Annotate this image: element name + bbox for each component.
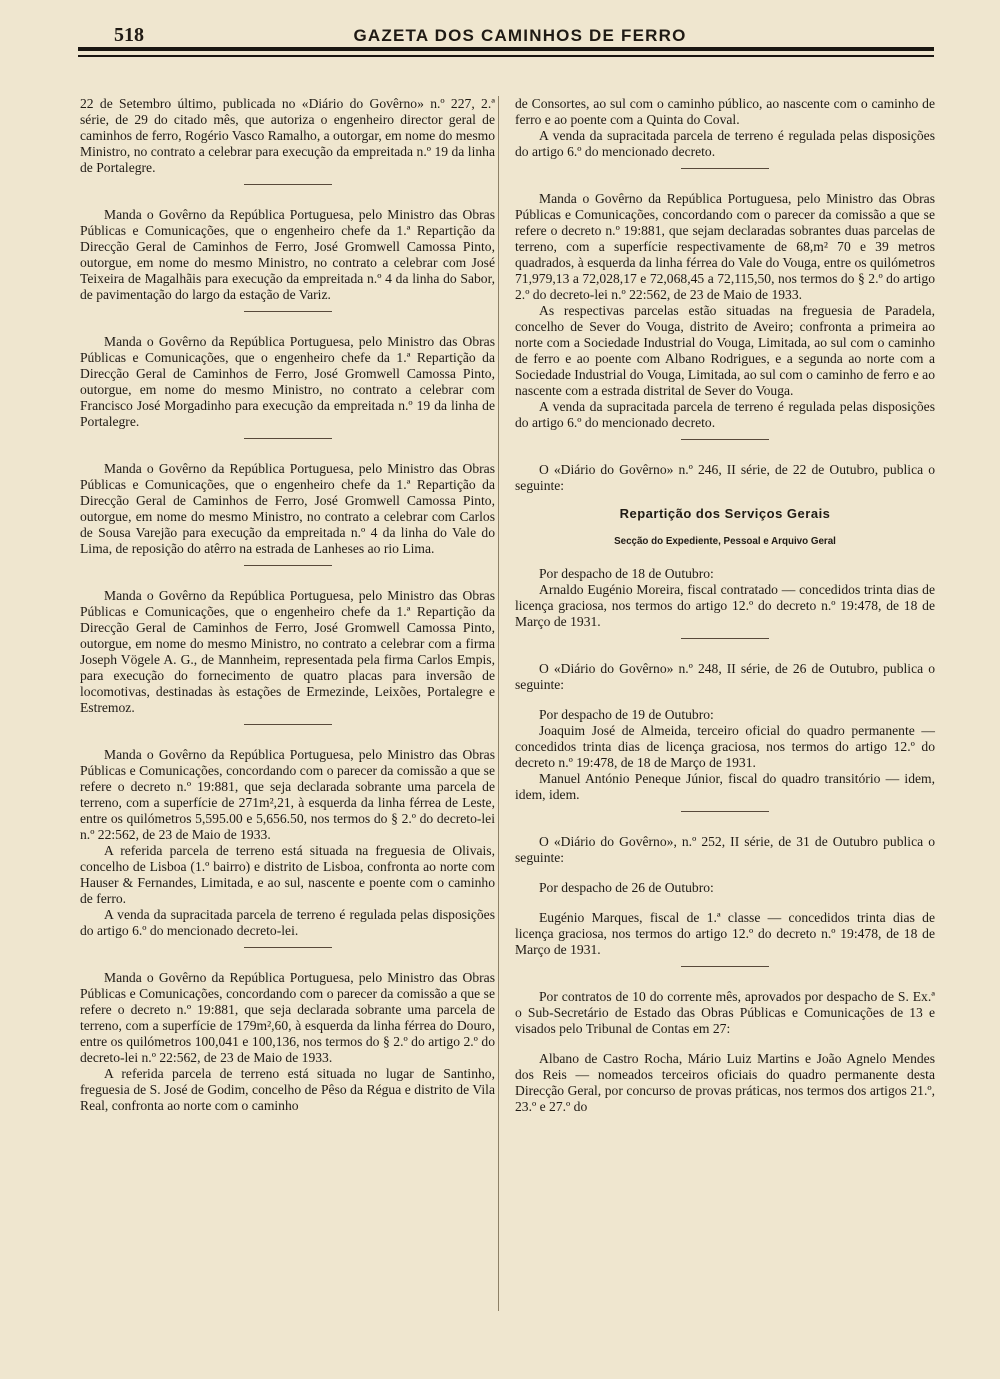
separator	[244, 184, 332, 185]
header-rule-thin	[78, 55, 934, 57]
paragraph: Manda o Govêrno da República Portuguesa, pelo Ministro das Obras Públicas e Comunicações, que o engenheiro chefe da 1.ª Repartição da Direcção Geral de Caminhos de Ferro, José Gromwell Camossa Pinto, outorgue, em nome do mesmo Ministro, no contrato a celebrar com a firma Joseph Vögele A. G., de Mannheim, representada pela firma Carlos Empis, para execução do fornecimento de quatro placas para inversão de locomotivas, destinadas às estações de Ermezinde, Leixões, Portalegre e Estremoz.	[80, 588, 495, 715]
article-block	[80, 96, 495, 176]
paragraph: Manda o Govêrno da República Portuguesa, pelo Ministro das Obras Públicas e Comunicações, que o engenheiro chefe da 1.ª Repartição da Direcção Geral de Caminhos de Ferro, José Gromwell Camossa Pinto, outorgue, em nome do mesmo Ministro, no contrato a celebrar com Francisco José Morgadinho para execução da empreitada n.º 19 da linha de Portalegre.	[80, 334, 495, 429]
article-block	[80, 334, 495, 430]
article-block	[80, 207, 495, 303]
separator	[681, 638, 769, 639]
section-title: Repartição dos Serviços Gerais	[619, 506, 831, 521]
paragraph: O «Diário do Govêrno» n.º 246, II série, de 22 de Outubro, publica o seguinte:	[515, 462, 935, 493]
separator	[681, 811, 769, 812]
paragraph: As respectivas parcelas estão situadas na freguesia de Paradela, concelho de Sever do Vouga, distrito de Aveiro; confronta a primeira ao norte com a Sociedade Industrial do Vouga, Limitada, ao sul com o caminho de ferro e ao poente com Albano Rodrigues, e a segunda ao norte com a Sociedade Industrial do Vouga, Limitada, ao sul com o caminho de ferro e ao nascente com a estrada distrital de Sever do Vouga.	[515, 303, 935, 398]
journal-title: GAZETA DOS CAMINHOS DE FERRO	[353, 26, 687, 45]
column-divider	[498, 96, 499, 1311]
separator	[681, 966, 769, 967]
paragraph: Por despacho de 19 de Outubro:	[539, 707, 714, 722]
paragraph: A referida parcela de terreno está situada na freguesia de Olivais, concelho de Lisboa (1.º bairro) e distrito de Lisboa, confronta ao norte com Hauser & Fernandes, Limitada, e ao sul, nascente e poente com o caminho de ferro.	[80, 843, 495, 906]
paragraph: Por despacho de 18 de Outubro:	[539, 566, 714, 581]
page-number: 518	[114, 24, 144, 46]
article-block	[80, 747, 495, 939]
article-block	[515, 661, 935, 803]
paragraph: A referida parcela de terreno está situada no lugar de Santinho, freguesia de S. José de Godim, concelho de Pêso da Régua e distrito de Vila Real, confronta ao norte com o caminho	[80, 1066, 495, 1113]
article-block	[515, 191, 935, 431]
paragraph: Por contratos de 10 do corrente mês, aprovados por despacho de S. Ex.ª o Sub-Secretário de Estado das Obras Públicas e Comunicações de 13 e visados pelo Tribunal de Contas em 27:	[515, 989, 935, 1036]
article-block	[80, 461, 495, 557]
separator	[244, 724, 332, 725]
left-column	[80, 96, 495, 1114]
section-subtitle: Secção do Expediente, Pessoal e Arquivo Geral	[614, 536, 836, 547]
separator	[244, 947, 332, 948]
separator	[681, 168, 769, 169]
paragraph: A venda da supracitada parcela de terreno é regulada pelas disposições do artigo 6.º do mencionado decreto.	[515, 399, 935, 430]
paragraph: de Consortes, ao sul com o caminho público, ao nascente com o caminho de ferro e ao poente com a Quinta do Coval.	[515, 96, 935, 127]
paragraph: Manda o Govêrno da República Portuguesa, pelo Ministro das Obras Públicas e Comunicações, que o engenheiro chefe da 1.ª Repartição da Direcção Geral de Caminhos de Ferro, José Gromwell Camossa Pinto, outorgue, em nome do mesmo Ministro, no contrato a celebrar com Carlos de Sousa Varejão para execução da empreitada n.º 4 da linha do Vale do Lima, de reposição do atêrro na estrada de Lanheses ao rio Lima.	[80, 461, 495, 556]
right-column	[515, 96, 935, 1115]
paragraph: 22 de Setembro último, publicada no «Diário do Govêrno» n.º 227, 2.ª série, de 29 do citado mês, que autoriza o engenheiro director geral de caminhos de ferro, Rogério Vasco Ramalho, a outorgar, em nome do mesmo Ministro, no contrato a celebrar para execução da empreitada n.º 19 da linha de Portalegre.	[80, 96, 495, 175]
paragraph: Manda o Govêrno da República Portuguesa, pelo Ministro das Obras Públicas e Comunicações, que o engenheiro chefe da 1.ª Repartição da Direcção Geral de Caminhos de Ferro, José Gromwell Camossa Pinto, outorgue, em nome do mesmo Ministro, no contrato a celebrar com José Teixeira de Magalhãis para execução da empreitada n.º 4 da linha do Sabor, de pavimentação do largo da estação de Variz.	[80, 207, 495, 302]
paragraph: Manda o Govêrno da República Portuguesa, pelo Ministro das Obras Públicas e Comunicações, concordando com o parecer da comissão a que se refere o decreto n.º 19:881, que sejam declaradas sobrantes duas parcelas de terreno, com a superfície respectivamente de 68,m² 70 e 39 metros quadrados, à esquerda da linha férrea do Vale do Vouga, entre os quilómetros 71,979,13 a 72,028,17 e 72,068,45 a 72,115,50, nos termos do § 2.º do artigo 2.º do decreto-lei n.º 22:562, de 23 de Maio de 1933.	[515, 191, 935, 302]
paragraph: A venda da supracitada parcela de terreno é regulada pelas disposições do artigo 6.º do mencionado decreto-lei.	[80, 907, 495, 938]
paragraph: O «Diário do Govêrno» n.º 248, II série, de 26 de Outubro, publica o seguinte:	[515, 661, 935, 692]
paragraph: Eugénio Marques, fiscal de 1.ª classe — concedidos trinta dias de licença graciosa, nos termos do artigo 12.º do decreto n.º 19:478, de 18 de Março de 1931.	[515, 910, 935, 957]
separator	[681, 439, 769, 440]
paragraph: Joaquim José de Almeida, terceiro oficial do quadro permanente — concedidos trinta dias de licença graciosa, nos termos do artigo 12.º do decreto n.º 19:478, de 18 de Março de 1931.	[515, 723, 935, 770]
paragraph: Manda o Govêrno da República Portuguesa, pelo Ministro das Obras Públicas e Comunicações, concordando com o parecer da comissão a que se refere o decreto n.º 19:881, que seja declarada sobrante uma parcela de terreno, com a superfície de 271m²,21, à esquerda da linha férrea de Leste, entre os quilómetros 5,595.00 e 5,656.50, nos termos do § 2.º do decreto-lei n.º 22:562, de 23 de Maio de 1933.	[80, 747, 495, 842]
article-block	[515, 834, 935, 958]
page-header	[110, 20, 930, 50]
separator	[244, 311, 332, 312]
article-block	[515, 96, 935, 160]
paragraph: Arnaldo Eugénio Moreira, fiscal contratado — concedidos trinta dias de licença graciosa, nos termos do artigo 12.º do decreto n.º 19:478, de 18 de Março de 1931.	[515, 582, 935, 629]
article-block	[515, 989, 935, 1115]
separator	[244, 565, 332, 566]
paragraph: Manuel António Peneque Júnior, fiscal do quadro transitório — idem, idem, idem.	[515, 771, 935, 802]
article-block	[80, 588, 495, 716]
header-rule-thick	[78, 47, 934, 51]
paragraph: Manda o Govêrno da República Portuguesa, pelo Ministro das Obras Públicas e Comunicações, concordando com o parecer da comissão a que se refere o decreto n.º 19:881, que seja declarada sobrante uma parcela de terreno, com a superfície de 179m²,60, à esquerda da linha férrea do Douro, entre os quilómetros 100,041 e 100,136, nos termos do § 2.º do artigo 2.º do decreto-lei n.º 22:562, de 23 de Maio de 1933.	[80, 970, 495, 1065]
article-block	[80, 970, 495, 1114]
article-block	[515, 462, 935, 630]
paragraph: O «Diário do Govêrno», n.º 252, II série, de 31 de Outubro publica o seguinte:	[515, 834, 935, 865]
paragraph: A venda da supracitada parcela de terreno é regulada pelas disposições do artigo 6.º do mencionado decreto.	[515, 128, 935, 159]
paragraph: Por despacho de 26 de Outubro:	[539, 880, 714, 895]
separator	[244, 438, 332, 439]
paragraph: Albano de Castro Rocha, Mário Luiz Martins e João Agnelo Mendes dos Reis — nomeados terceiros oficiais do quadro permanente desta Direcção Geral, por concurso de provas práticas, nos termos dos artigos 21.º, 23.º e 27.º do	[515, 1051, 935, 1114]
